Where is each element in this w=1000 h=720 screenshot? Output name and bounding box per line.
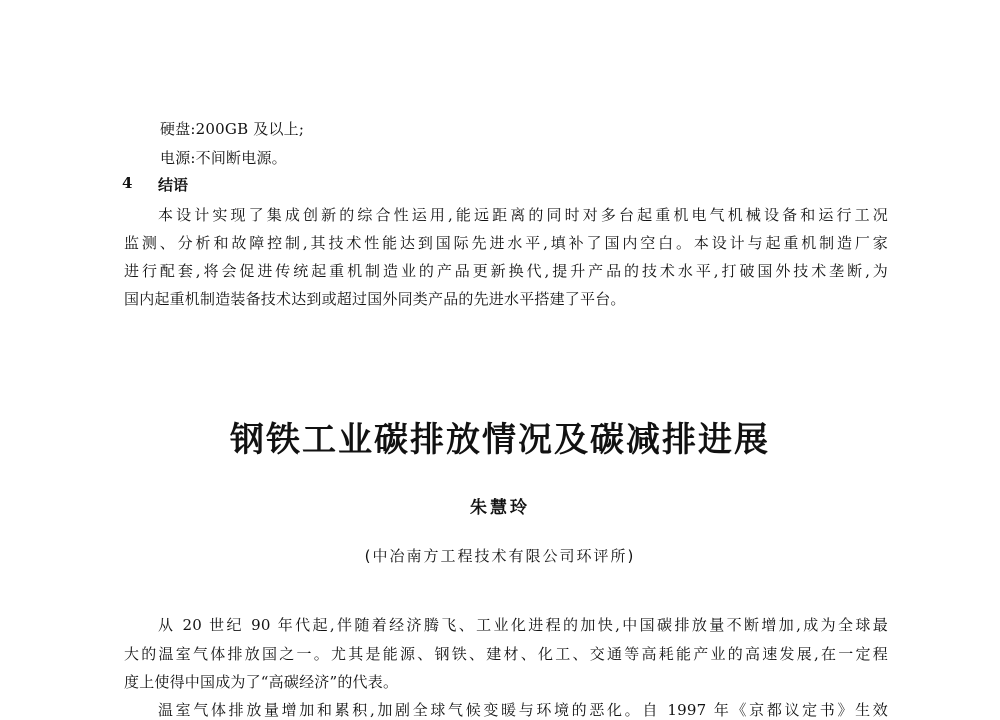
conclusion-line: 本设计实现了集成创新的综合性运用,能远距离的同时对多台起重机电气机械设备和运行工况: [158, 206, 888, 224]
article-title: 钢铁工业碳排放情况及碳减排进展: [230, 420, 770, 460]
body-line: 度上使得中国成为了“高碳经济”的代表。: [124, 673, 399, 691]
body-line: 大的温室气体排放国之一。尤其是能源、钢铁、建材、化工、交通等高耗能产业的高速发展,在一定程: [124, 645, 888, 663]
section-number: 4: [122, 174, 133, 192]
conclusion-line: 进行配套,将会促进传统起重机制造业的产品更新换代,提升产品的技术水平,打破国外技术垄断,为: [124, 262, 888, 280]
body-line: 从 20 世纪 90 年代起,伴随着经济腾飞、工业化进程的加快,中国碳排放量不断增加,成为全球最: [158, 616, 888, 634]
spec-line-disk: 硬盘:200GB 及以上;: [160, 120, 305, 138]
conclusion-line: 监测、分析和故障控制,其技术性能达到国际先进水平,填补了国内空白。本设计与起重机制造厂家: [124, 234, 888, 252]
article-author: 朱慧玲: [470, 498, 530, 518]
article-affiliation: (中冶南方工程技术有限公司环评所): [364, 547, 636, 565]
conclusion-line: 国内起重机制造装备技术达到或超过国外同类产品的先进水平搭建了平台。: [124, 290, 626, 308]
section-heading: 结语: [158, 176, 189, 194]
spec-line-power: 电源:不间断电源。: [160, 149, 287, 167]
body-line: 温室气体排放量增加和累积,加剧全球气候变暖与环境的恶化。自 1997 年《京都议定书》生效: [158, 701, 888, 719]
